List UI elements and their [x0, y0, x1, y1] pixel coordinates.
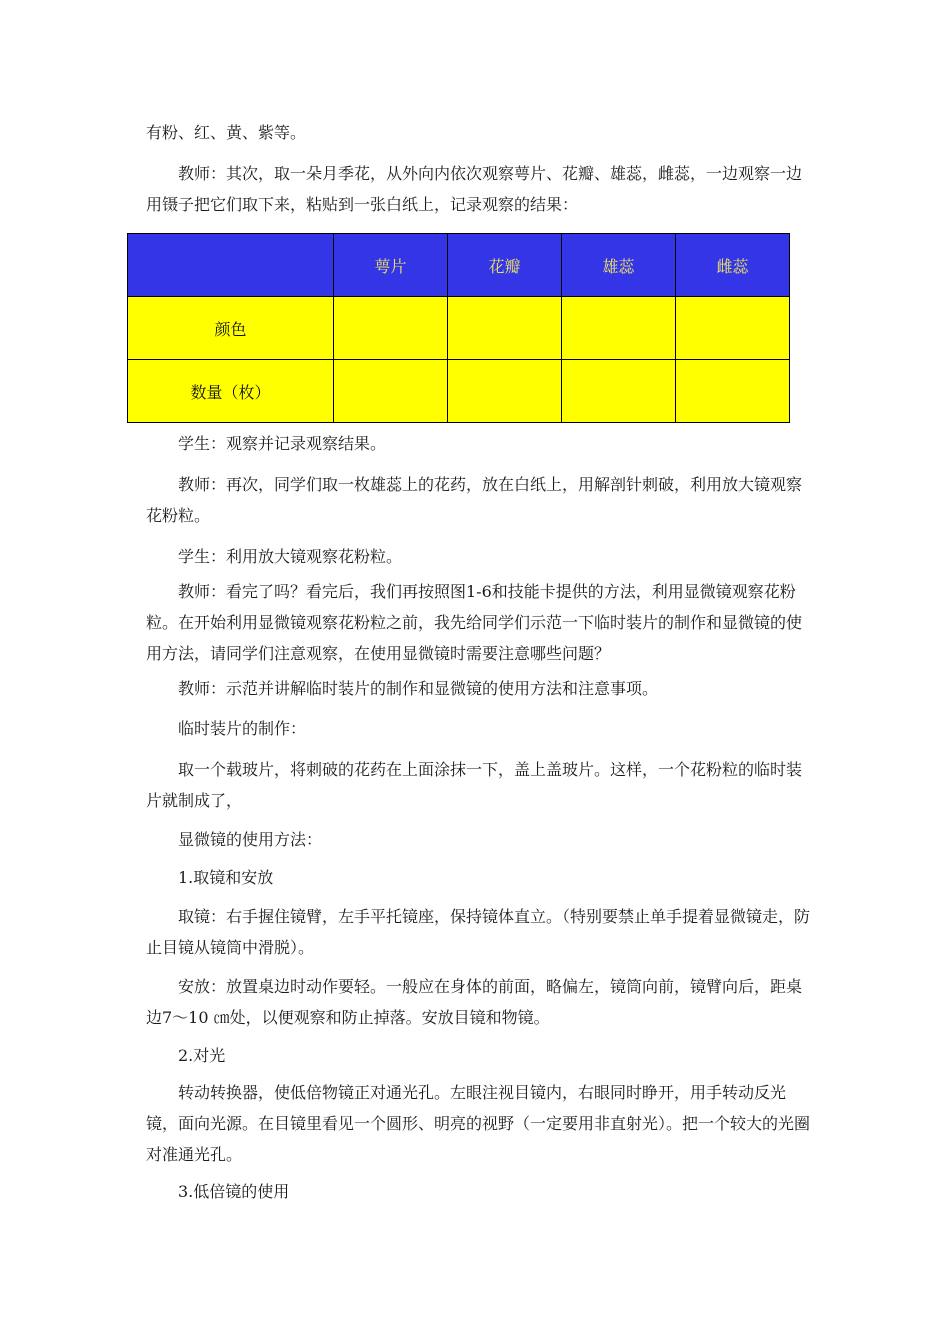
paragraph: 有粉、红、黄、紫等。	[146, 123, 307, 142]
table-cell	[334, 297, 448, 360]
paragraph: 3.低倍镜的使用	[178, 1182, 290, 1201]
paragraph: 取镜：右手握住镜臂，左手平托镜座，保持镜体直立。（特别要禁止单手提着显微镜走，防止目镜从镜筒中滑脱）。	[146, 907, 811, 957]
table-header-cell: 雄蕊	[562, 234, 676, 297]
paragraph: 学生：观察并记录观察结果。	[178, 434, 387, 453]
paragraph: 临时装片的制作：	[178, 719, 307, 738]
table-cell	[334, 360, 448, 423]
paragraph: 安放：放置桌边时动作要轻。一般应在身体的前面，略偏左，镜筒向前，镜臂向后，距桌边7～10 ㎝处，以便观察和防止掉落。安放目镜和物镜。	[146, 977, 803, 1027]
table-row	[128, 360, 790, 423]
paragraph: 教师：其次，取一朵月季花，从外向内依次观察萼片、花瓣、雄蕊，雌蕊，一边观察一边用镊子把它们取下来，粘贴到一张白纸上，记录观察的结果：	[146, 164, 803, 214]
table-header-cell	[128, 234, 334, 297]
observation-table	[127, 233, 790, 423]
table-cell	[676, 297, 790, 360]
paragraph: 显微镜的使用方法：	[178, 830, 323, 849]
row-label: 颜色	[128, 297, 334, 360]
table-header-cell: 雌蕊	[676, 234, 790, 297]
paragraph: 1.取镜和安放	[178, 868, 274, 887]
table-cell	[676, 360, 790, 423]
paragraph: 取一个载玻片，将刺破的花药在上面涂抹一下，盖上盖玻片。这样，一个花粉粒的临时装片就制成了，	[146, 760, 803, 810]
paragraph: 教师：示范并讲解临时装片的制作和显微镜的使用方法和注意事项。	[178, 679, 659, 698]
table-cell	[448, 360, 562, 423]
paragraph: 转动转换器，使低倍物镜正对通光孔。左眼注视目镜内，右眼同时睁开，用手转动反光镜，面向光源。在目镜里看见一个圆形、明亮的视野（一定要用非直射光）。把一个较大的光圈对准通光孔。	[146, 1083, 811, 1164]
paragraph: 教师：再次，同学们取一枚雄蕊上的花药，放在白纸上，用解剖针刺破，利用放大镜观察花粉粒。	[146, 475, 803, 525]
table-cell	[448, 297, 562, 360]
paragraph: 教师：看完了吗？看完后，我们再按照图1-6和技能卡提供的方法，利用显微镜观察花粉粒。在开始利用显微镜观察花粉粒之前，我先给同学们示范一下临时装片的制作和显微镜的使用方法，请同学们注意观察，在使用显微镜时需要注意哪些问题？	[146, 582, 803, 663]
table-cell	[562, 297, 676, 360]
table-cell	[562, 360, 676, 423]
table-row	[128, 297, 790, 360]
row-label: 数量（枚）	[128, 360, 334, 423]
paragraph: 学生：利用放大镜观察花粉粒。	[178, 547, 403, 566]
table-header-cell: 萼片	[334, 234, 448, 297]
paragraph: 2.对光	[178, 1046, 226, 1065]
table-header-row	[128, 234, 790, 297]
table-header-cell: 花瓣	[448, 234, 562, 297]
